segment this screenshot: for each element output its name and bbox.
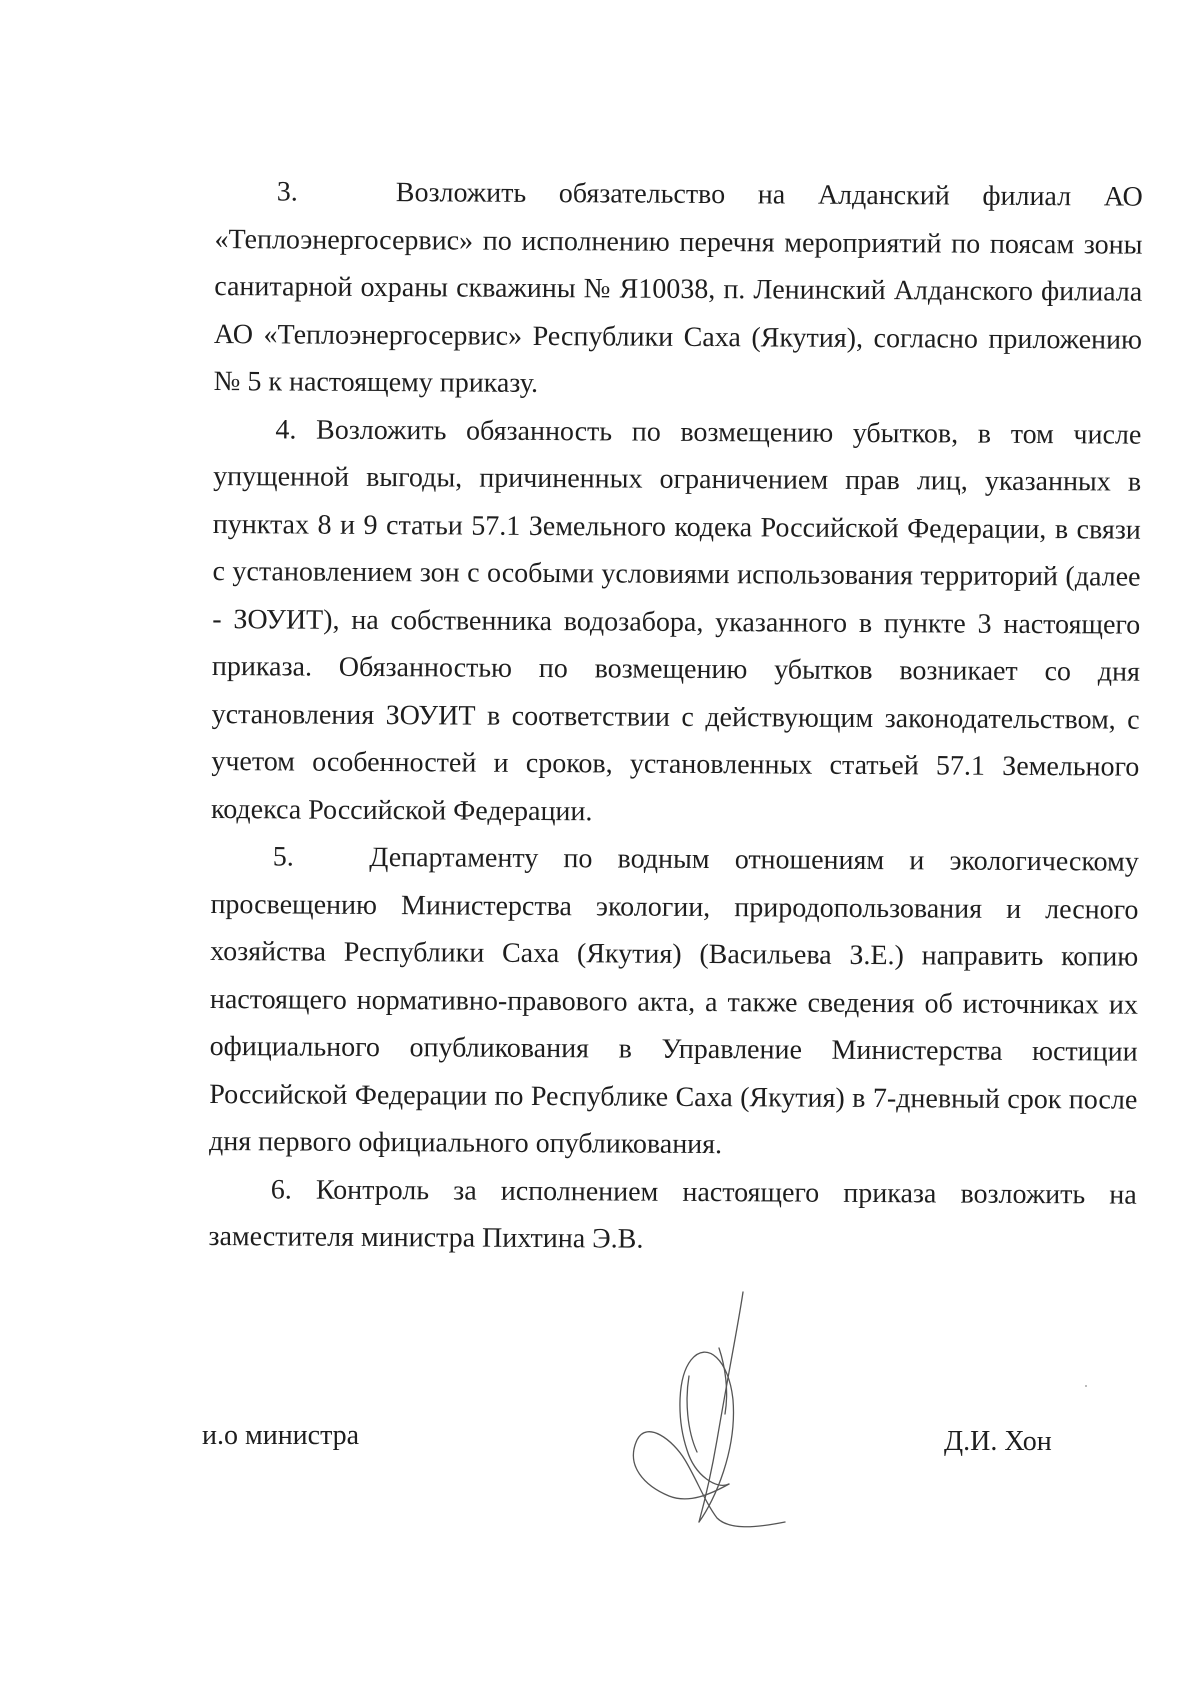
scan-speck [1085,1385,1087,1387]
signatory-name: Д.И. Хон [944,1426,1052,1457]
paragraph-4: 4. Возложить обязанность по возмещению убытков, в том числе упущенной выгоды, причиненных ограничением прав лиц, указанных в пунктах 8 и 9 статьи 57.1 Земельного кодека Российской Федерации, в связи с установлением зон с особыми условиями использования территорий (далее - ЗОУИТ), на собственника водозабора, указанного в пункте 3 настоящего приказа. Обязанностью по возмещению убытков возникает со дня установления ЗОУИТ в соответствии с действующим законодательством, с учетом особенностей и сроков, установленных статьей 57.1 Земельного кодекса Российской Федерации. [210,413,1142,827]
handwritten-signature [625,1290,795,1530]
signatory-role: и.о министра [202,1420,360,1451]
order-body [208,168,1143,1266]
paragraph-6: 6. Контроль за исполнением настоящего приказа возложить на заместителя министра Пихтина Э.В. [208,1173,1137,1255]
paragraph-3: 3. Возложить обязательство на Алданский филиал АО «Теплоэнергосервис» по исполнению перечня мероприятий по поясам зоны санитарной охраны скважины № Я10038, п. Ленинский Алданского филиала АО «Теплоэнергосервис» Республики Саха (Якутия), согласно приложению № 5 к настоящему приказу. [213,176,1143,399]
paragraph-5: 5. Департаменту по водным отношениям и экологическому просвещению Министерства экологии, природопользования и лесного хозяйства Республики Саха (Якутия) (Васильева З.Е.) направить копию настоящего нормативно-правового акта, а также сведения об источниках их официального опубликования в Управление Министерства юстиции Российской Федерации по Республике Саха (Якутия) в 7-дневный срок после дня первого официального опубликования. [208,841,1139,1161]
